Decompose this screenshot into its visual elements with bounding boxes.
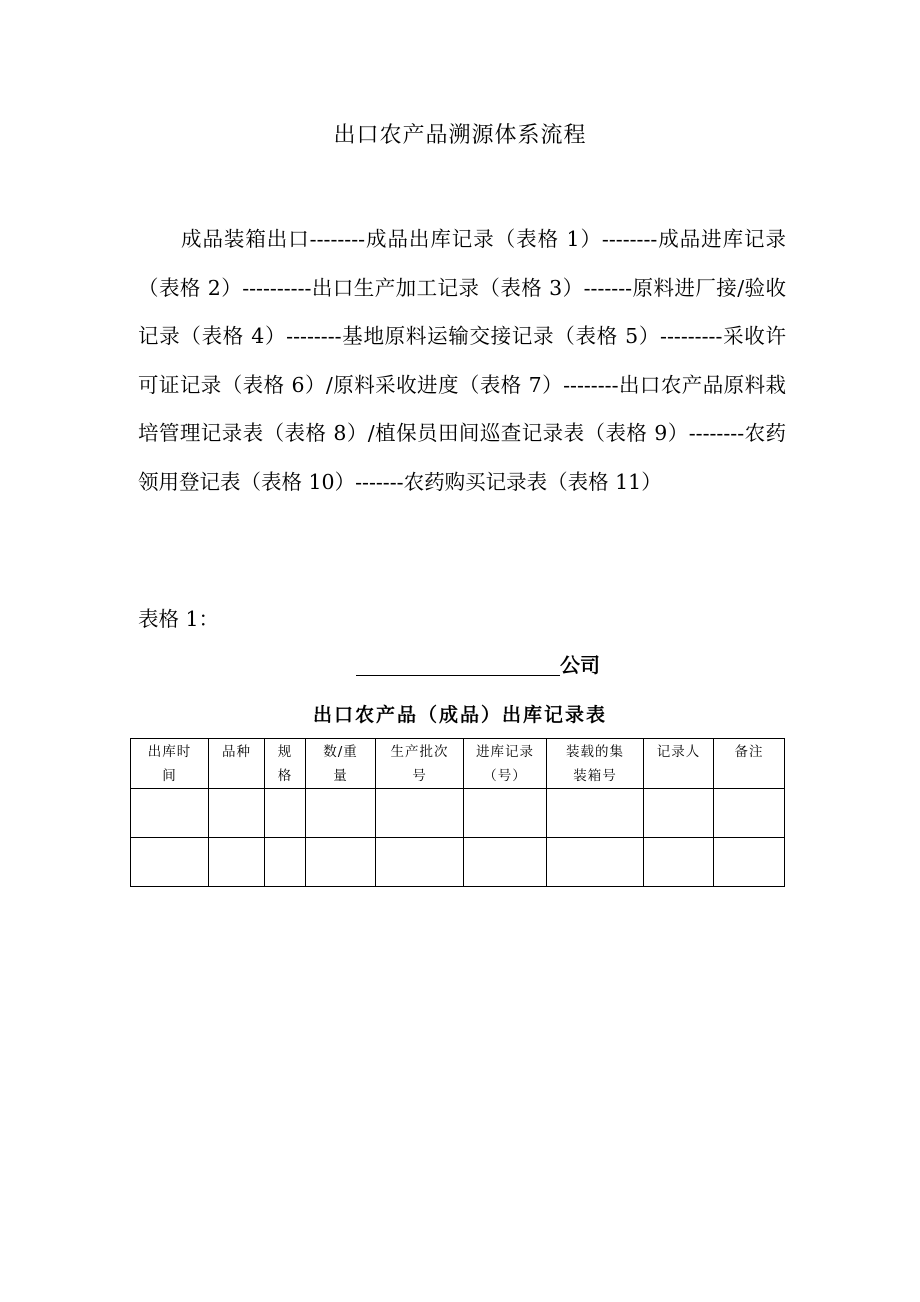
- table-row: [131, 789, 785, 838]
- table-title: 出口农产品（成品）出库记录表: [312, 704, 607, 726]
- traceability-flow-paragraph: 成品装箱出口--------成品出库记录（表格 1）--------成品进库记录（表格 2）----------出口生产加工记录（表格 3）-------原料进厂接/验收记录（表格 4）--------基地原料运输交接记录（表格 5）---------采收许可证记录（表格 6）/原料采收进度（表格 7）--------出口农产品原料栽培管理记录表（表格 8）/植保员田间巡查记录表（表格 9）--------农药领用登记表（表格 10）-------农药购买记录表（表格 11）: [138, 227, 786, 494]
- table-cell[interactable]: [644, 838, 714, 887]
- column-header: 品种: [209, 739, 265, 789]
- column-header: 记录人: [644, 739, 714, 789]
- table-cell[interactable]: [265, 838, 306, 887]
- table-cell[interactable]: [306, 789, 376, 838]
- company-name-blank: [356, 653, 560, 676]
- table-cell[interactable]: [209, 838, 265, 887]
- table-row: [131, 838, 785, 887]
- document-title: 出口农产品溯源体系流程: [333, 123, 587, 148]
- table-cell[interactable]: [714, 838, 785, 887]
- table-cell[interactable]: [644, 789, 714, 838]
- column-header: 规 格: [265, 739, 306, 789]
- table-label: 表格 1：: [138, 607, 220, 631]
- company-name-line: [356, 650, 600, 680]
- table-cell[interactable]: [464, 838, 547, 887]
- table-cell[interactable]: [547, 838, 644, 887]
- company-suffix: 公司: [560, 653, 600, 677]
- table-header-row: [131, 739, 785, 789]
- table-cell[interactable]: [265, 789, 306, 838]
- table-body: [131, 789, 785, 887]
- table-cell[interactable]: [376, 838, 464, 887]
- table-cell[interactable]: [131, 838, 209, 887]
- table-cell[interactable]: [714, 789, 785, 838]
- table-cell[interactable]: [131, 789, 209, 838]
- column-header: 出库时 间: [131, 739, 209, 789]
- column-header: 生产批次 号: [376, 739, 464, 789]
- column-header: 装载的集 装箱号: [547, 739, 644, 789]
- column-header: 备注: [714, 739, 785, 789]
- column-header: 进库记录 （号）: [464, 739, 547, 789]
- table-cell[interactable]: [376, 789, 464, 838]
- table-cell[interactable]: [464, 789, 547, 838]
- table-cell[interactable]: [209, 789, 265, 838]
- column-header: 数/重 量: [306, 739, 376, 789]
- outbound-record-table: [130, 738, 785, 887]
- table-cell[interactable]: [306, 838, 376, 887]
- table-cell[interactable]: [547, 789, 644, 838]
